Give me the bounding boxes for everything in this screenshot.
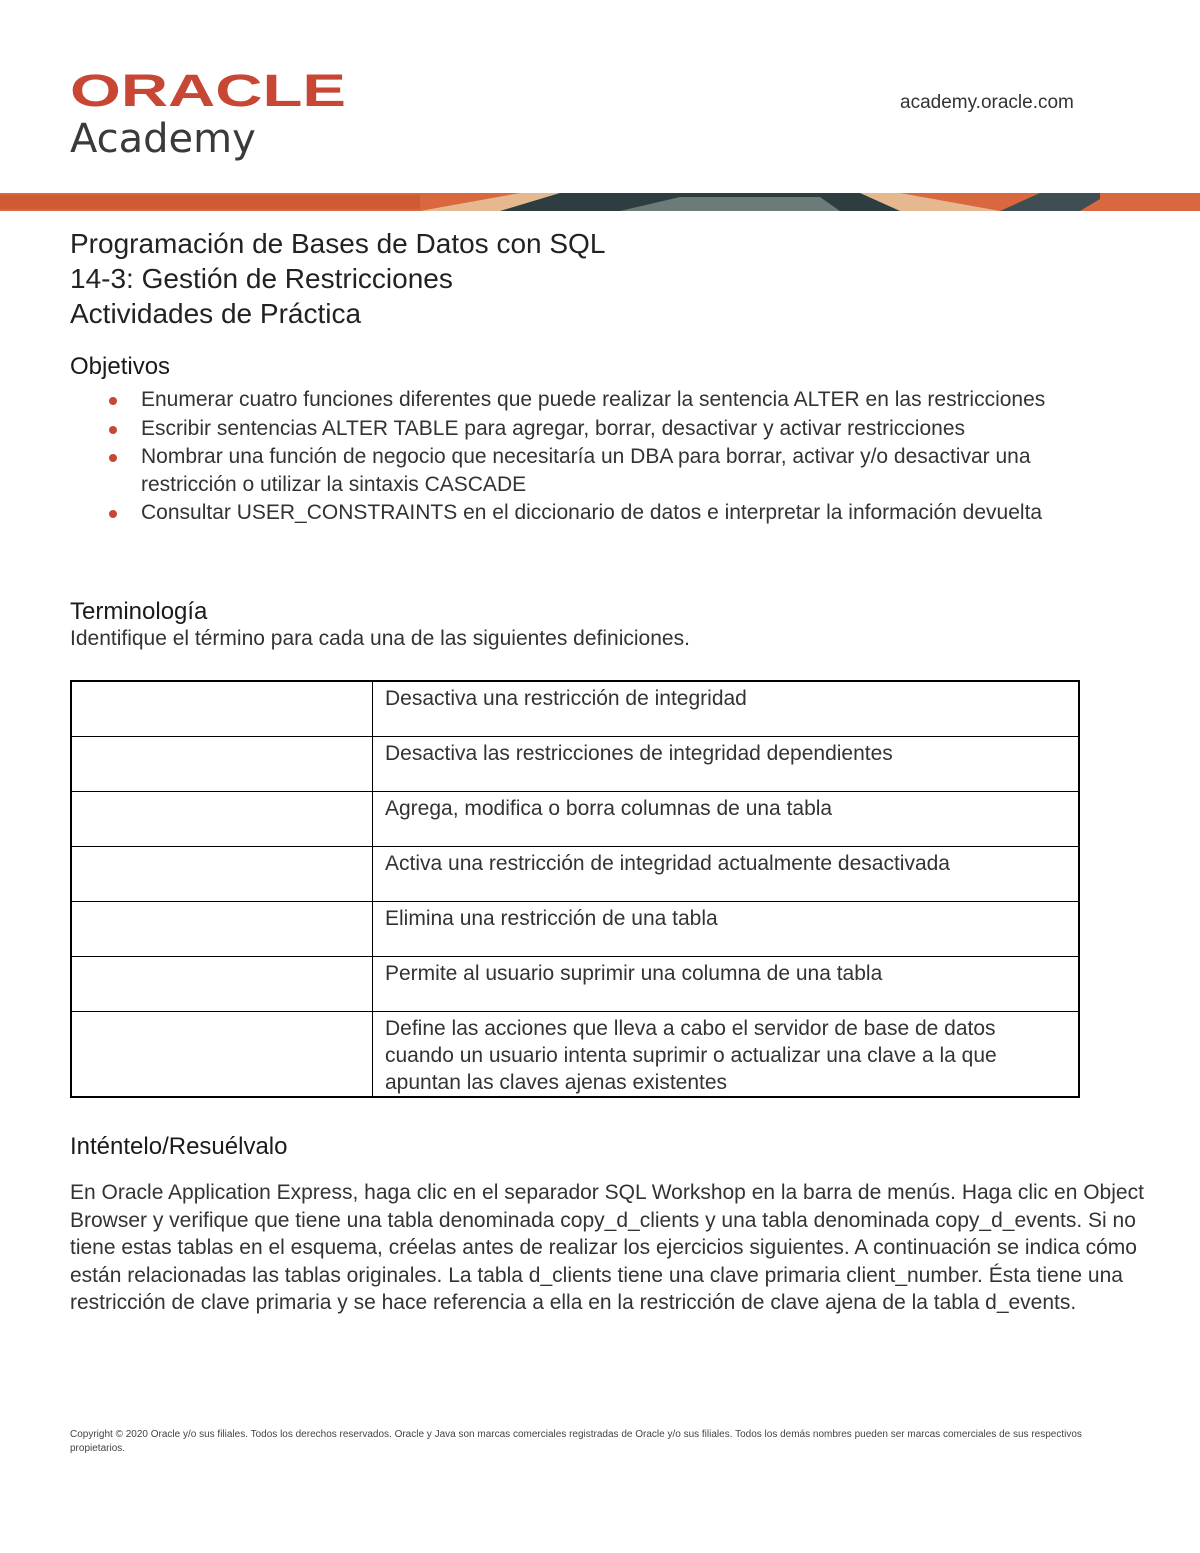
course-title: Programación de Bases de Datos con SQL	[70, 228, 606, 259]
bullet-icon	[109, 397, 117, 405]
oracle-wordmark	[70, 70, 350, 110]
objective-text: Escribir sentencias ALTER TABLE para agregar, borrar, desactivar y activar restricciones	[141, 416, 966, 440]
terminology-table	[70, 680, 1080, 1098]
objective-text: Consultar USER_CONSTRAINTS en el diccionario de datos e interpretar la información devuelta	[141, 501, 1043, 524]
objectives-list	[70, 386, 1120, 528]
table-row	[71, 736, 1079, 791]
definition-cell: Desactiva una restricción de integridad	[373, 681, 1080, 736]
definition-cell: Activa una restricción de integridad actualmente desactivada	[373, 846, 1080, 901]
table-row	[71, 901, 1079, 956]
definition-cell: Agrega, modifica o borra columnas de una tabla	[373, 791, 1080, 846]
term-answer-cell[interactable]	[71, 736, 373, 791]
lesson-title: 14-3: Gestión de Restricciones	[70, 263, 453, 294]
table-row	[71, 1011, 1079, 1097]
term-answer-cell[interactable]	[71, 791, 373, 846]
term-answer-cell[interactable]	[71, 846, 373, 901]
objective-text: Enumerar cuatro funciones diferentes que puede realizar la sentencia ALTER en las restricciones	[141, 388, 1046, 411]
objective-item	[70, 499, 1120, 527]
try-it-paragraph: En Oracle Application Express, haga clic en el separador SQL Workshop en la barra de menús. Haga clic en Object Browser y verifique que tiene una tabla denominada copy_d_clients y una tabla denominada copy_d_events. Si no tiene estas tablas en el esquema, créelas antes de realizar los ejercicios siguientes. A continuación se indica cómo están relacionadas las tablas originales. La tabla d_clients tiene una clave primaria client_number. Ésta tiene una restricción de clave primaria y se hace referencia a ella en la restricción de clave ajena de la tabla d_events.	[70, 1181, 1144, 1314]
oracle-wordmark-text: ORACLE	[70, 70, 346, 110]
bullet-icon	[109, 426, 117, 434]
activity-title: Actividades de Práctica	[70, 298, 362, 329]
objective-item	[70, 443, 1120, 498]
decorative-banner	[0, 193, 1200, 211]
copyright-footer: Copyright © 2020 Oracle y/o sus filiales. Todos los derechos reservados. Oracle y Java son marcas comerciales registradas de Oracle y/o sus filiales. Todos los demás nombres pueden ser marcas comerciales de sus respectivos propietarios.	[70, 1429, 1082, 1454]
term-answer-cell[interactable]	[71, 956, 373, 1011]
term-answer-cell[interactable]	[71, 901, 373, 956]
oracle-logo	[70, 70, 350, 115]
definition-cell: Permite al usuario suprimir una columna de una tabla	[373, 956, 1080, 1011]
bullet-icon	[109, 454, 117, 462]
table-row	[71, 846, 1079, 901]
academy-logo-text: Academy	[70, 116, 256, 162]
table-row	[71, 956, 1079, 1011]
definition-cell: Desactiva las restricciones de integridad dependientes	[373, 736, 1080, 791]
bullet-icon	[109, 510, 117, 518]
terminology-heading: Terminología	[70, 598, 208, 625]
objective-text: Nombrar una función de negocio que necesitaría un DBA para borrar, activar y/o desactivar una restricción o utilizar la sintaxis CASCADE	[141, 445, 1031, 496]
objective-item	[70, 386, 1120, 414]
definition-cell: Elimina una restricción de una tabla	[373, 901, 1080, 956]
terminology-intro: Identifique el término para cada una de las siguientes definiciones.	[70, 627, 690, 650]
table-row	[71, 791, 1079, 846]
site-url: academy.oracle.com	[900, 92, 1074, 113]
document-titles	[70, 226, 605, 331]
term-answer-cell[interactable]	[71, 1011, 373, 1097]
table-row	[71, 681, 1079, 736]
objective-item	[70, 415, 1120, 443]
definition-cell: Define las acciones que lleva a cabo el servidor de base de datos cuando un usuario intenta suprimir o actualizar una clave a la que apuntan las claves ajenas existentes	[373, 1011, 1080, 1097]
objectives-heading: Objetivos	[70, 353, 171, 380]
term-answer-cell[interactable]	[71, 681, 373, 736]
try-it-heading: Inténtelo/Resuélvalo	[70, 1133, 288, 1160]
